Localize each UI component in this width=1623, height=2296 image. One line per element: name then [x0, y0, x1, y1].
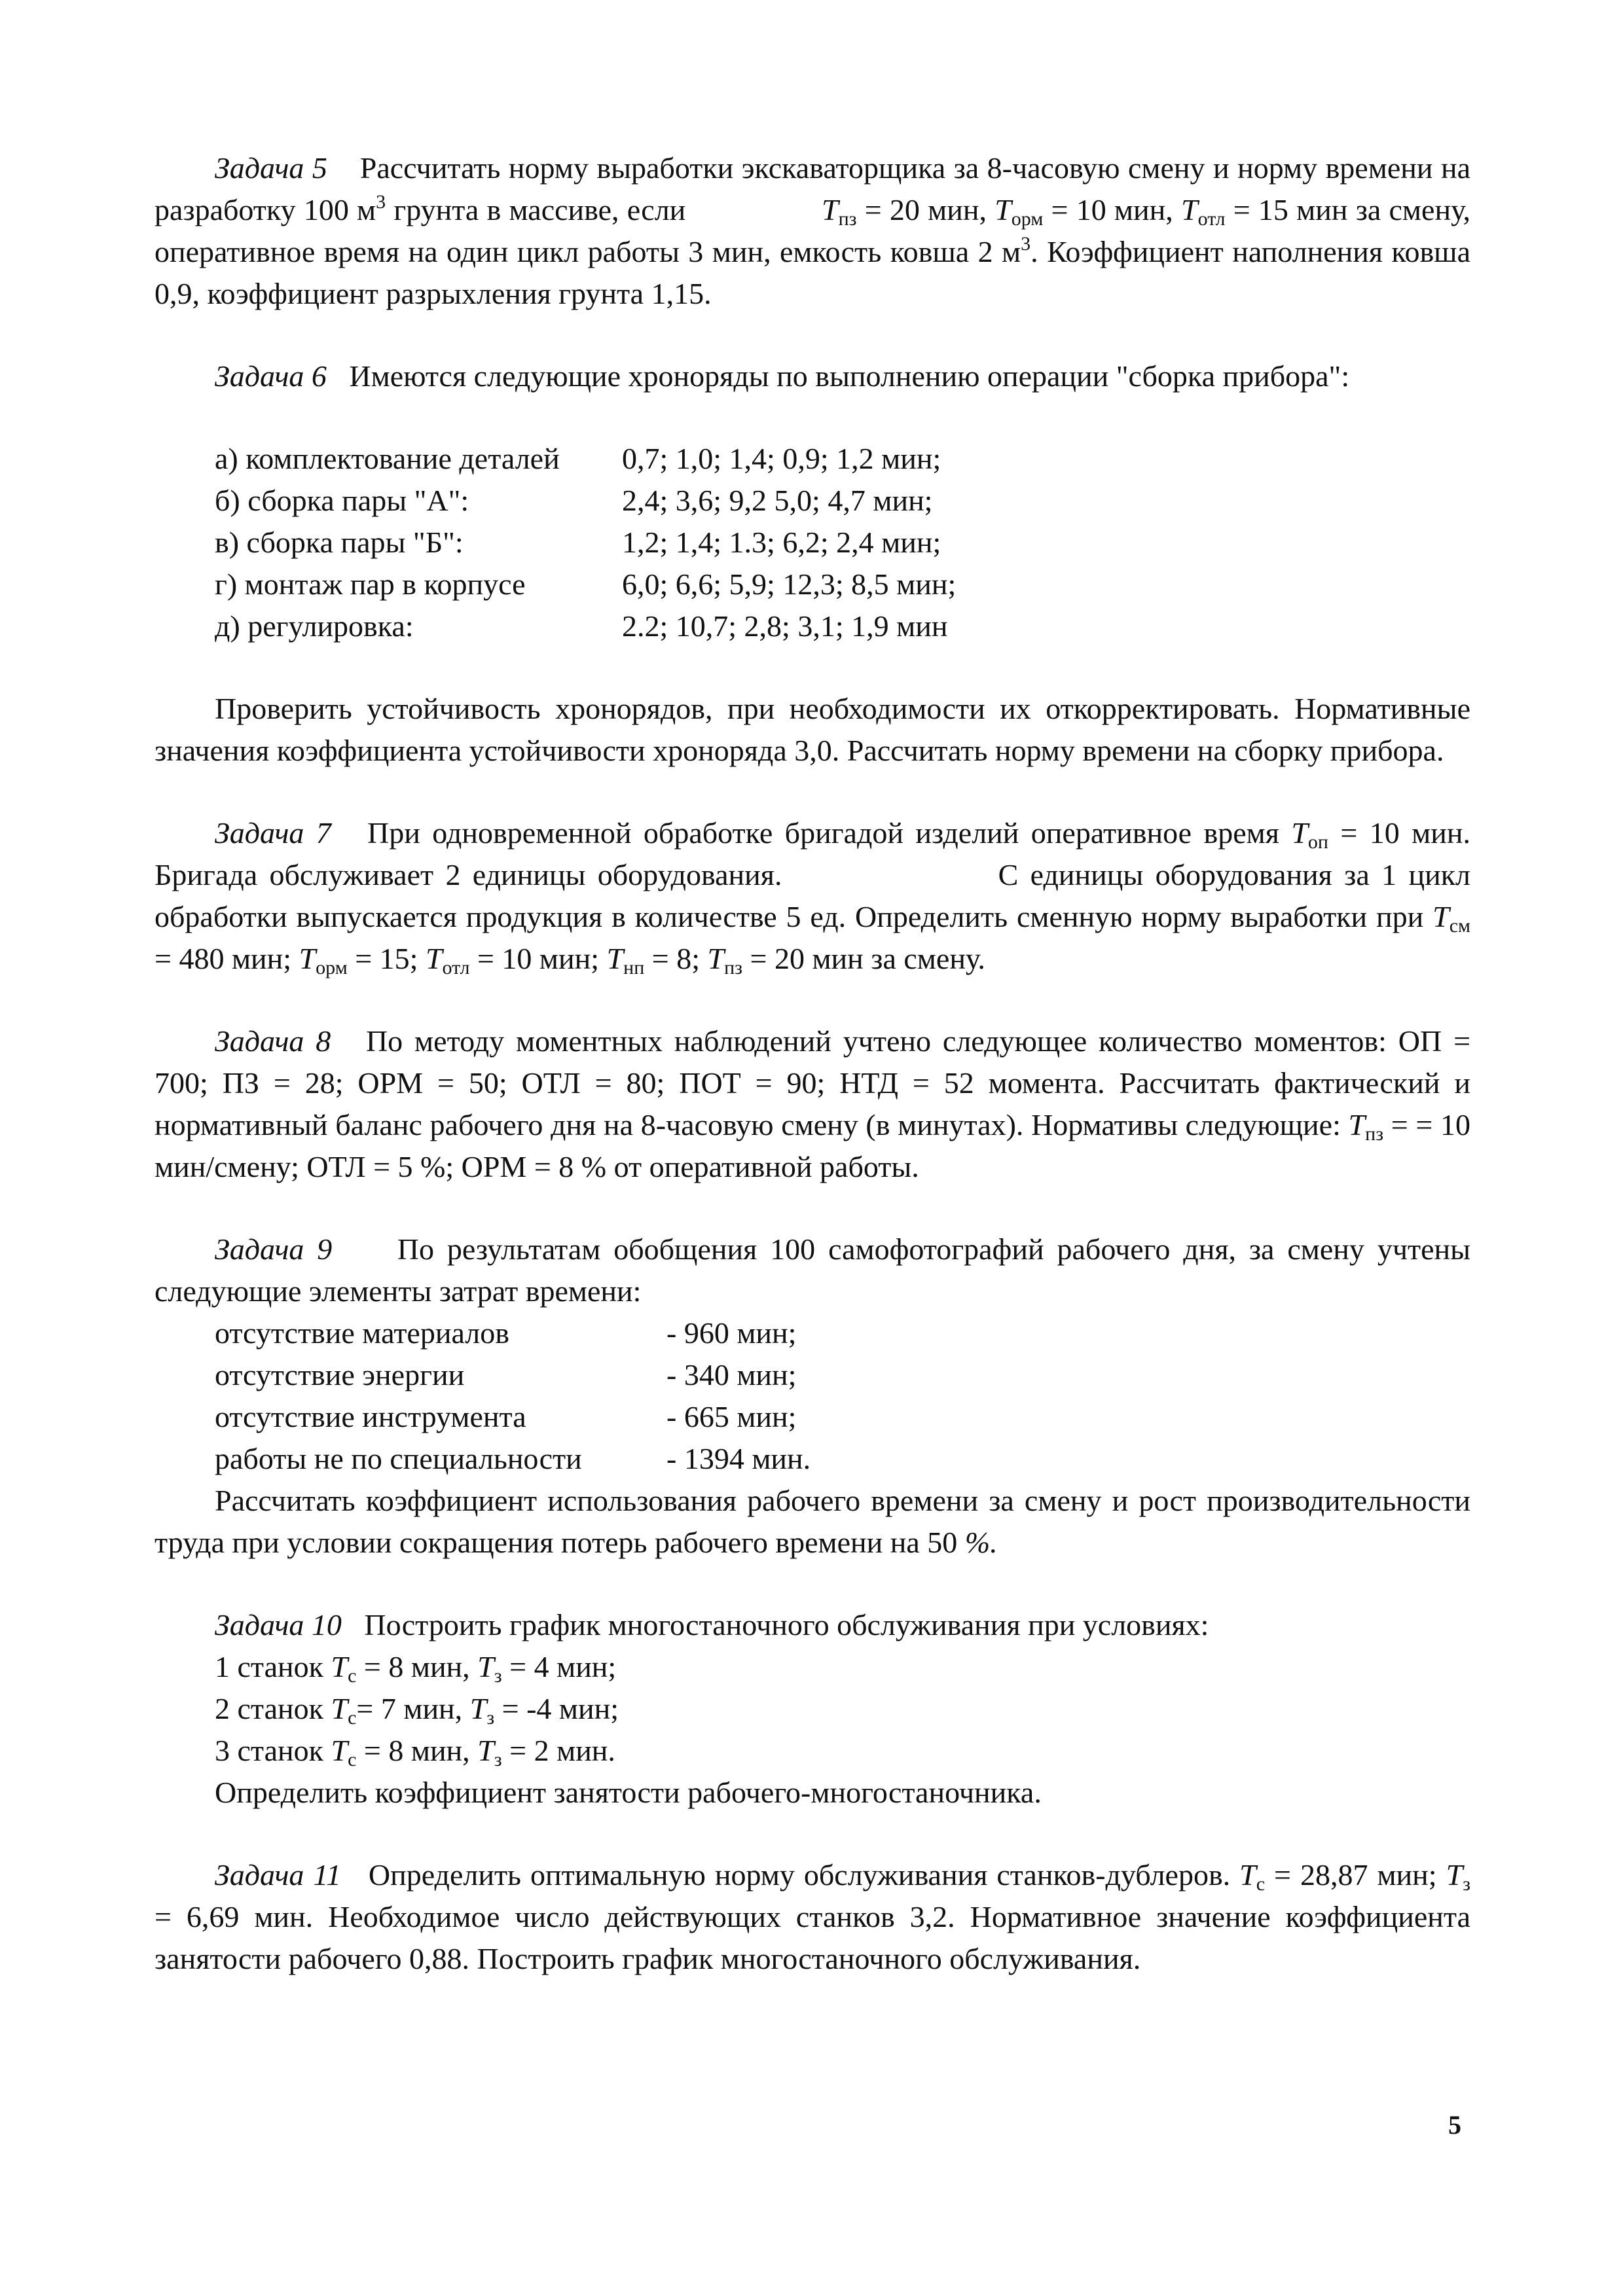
task-5 [155, 147, 1470, 315]
task-10-label: Задача 10 [215, 1608, 342, 1641]
operation-name: б) сборка пары "А": [215, 484, 469, 517]
task-9-outro [155, 1480, 1470, 1564]
list-item [215, 438, 1470, 480]
t-symbol: T [822, 193, 839, 226]
task-7 [155, 812, 1470, 980]
task-6-intro [155, 355, 1470, 397]
loss-value: - 960 мин; [666, 1316, 797, 1350]
task-5-label: Задача 5 [215, 151, 327, 185]
task-8-text: = = 10 мин/смену; ОТЛ = 5 %; ОРМ = 8 % от оперативной работы. [155, 1108, 1470, 1183]
loss-value: - 1394 мин. [666, 1442, 811, 1475]
machine-line [215, 1730, 1470, 1772]
t-subscript: с [348, 1707, 357, 1729]
task-5-text: = 10 мин, [1043, 193, 1181, 226]
operation-values: 0,7; 1,0; 1,4; 0,9; 1,2 мин; [622, 442, 941, 475]
list-item [215, 605, 1470, 647]
machine-line [215, 1688, 1470, 1730]
machine-line [215, 1646, 1470, 1688]
operation-name: г) монтаж пар в корпусе [215, 567, 526, 601]
t-subscript: з [1463, 1873, 1471, 1895]
percent-sign: %. [964, 1526, 998, 1559]
machine-label: 3 станок [215, 1734, 331, 1767]
task-5-text: . Коэффициент наполнения ковша 0,9, коэффициент разрыхления грунта 1,15. [155, 235, 1471, 310]
t-subscript: пз [838, 208, 857, 230]
task-9-label: Задача 9 [215, 1232, 333, 1266]
task-11-text: Определить оптимальную норму обслуживания станков-дублеров. [368, 1858, 1240, 1892]
operation-values: 2.2; 10,7; 2,8; 3,1; 1,9 мин [622, 609, 948, 643]
task-9-text: По результатам обобщения 100 самофотографий рабочего дня, за смену учтены следующие элементы затрат времени: [155, 1232, 1471, 1308]
operation-values: 6,0; 6,6; 5,9; 12,3; 8,5 мин; [622, 567, 957, 601]
task-9-text: Рассчитать коэффициент использования рабочего времени за смену и рост производительности труда при условии сокращения потерь рабочего времени на 50 [155, 1484, 1470, 1559]
t-subscript: с [348, 1749, 357, 1770]
machine-value: = -4 мин; [494, 1692, 619, 1725]
list-item [215, 1312, 1470, 1354]
task-10-intro [155, 1604, 1470, 1646]
machine-value: = 2 мин. [501, 1734, 615, 1767]
list-item [215, 480, 1470, 522]
task-8-label: Задача 8 [215, 1024, 331, 1058]
t-symbol: T [1291, 816, 1308, 850]
task-5-text: = 20 мин, [856, 193, 995, 226]
task-7-text: = 8; [644, 942, 708, 975]
task-5-text: Рассчитать норму выработки экскаваторщика за 8-часовую смену и норму времени на разработку 100 м [155, 151, 1470, 226]
task-10-text: Построить график многостаночного обслуживания при условиях: [364, 1608, 1209, 1641]
loss-name: отсутствие инструмента [215, 1400, 526, 1433]
page-number: 5 [1448, 2110, 1461, 2140]
task-11-text: = 28,87 мин; [1265, 1858, 1446, 1892]
t-symbol: T [994, 193, 1012, 226]
loss-name: отсутствие материалов [215, 1316, 509, 1350]
task-7-text: = 480 мин; [155, 942, 299, 975]
t-symbol: T [1348, 1108, 1366, 1141]
operation-name: а) комплектование деталей [215, 442, 560, 475]
operation-values: 2,4; 3,6; 9,2 5,0; 4,7 мин; [622, 484, 933, 517]
loss-value: - 340 мин; [666, 1358, 797, 1391]
t-symbol: T [299, 942, 316, 975]
task-7-text: = 10 мин; [469, 942, 607, 975]
task-8 [155, 1020, 1470, 1188]
list-item [215, 564, 1470, 605]
task-10-outro: Определить коэффициент занятости рабочего-многостаночника. [215, 1776, 1042, 1809]
task-5-sup: 3 [1021, 233, 1031, 255]
task-9-intro [155, 1229, 1470, 1312]
t-symbol: T [425, 942, 443, 975]
machine-value: = 7 мин, [356, 1692, 470, 1725]
machine-label: 2 станок [215, 1692, 331, 1725]
t-subscript: пз [724, 957, 742, 978]
task-7-text: = 15; [347, 942, 426, 975]
t-subscript: с [348, 1665, 357, 1687]
task-5-text: = 15 мин за смену, оперативное время на один цикл работы 3 мин, емкость ковша 2 м [155, 193, 1470, 268]
t-subscript: пз [1365, 1123, 1384, 1145]
t-symbol: T [1239, 1858, 1256, 1892]
loss-name: отсутствие энергии [215, 1358, 465, 1391]
t-symbol: T [606, 942, 624, 975]
t-subscript: з [494, 1749, 502, 1770]
task-11-text: = 6,69 мин. Необходимое число действующих станков 3,2. Нормативное значение коэффициента занятости рабочего 0,88. Построить график многостаночного обслуживания. [155, 1900, 1470, 1975]
t-subscript: с [1256, 1873, 1266, 1895]
task-8-text: По методу моментных наблюдений учтено следующее количество моментов: ОП = 700; ПЗ = 28; ОРМ = 50; ОТЛ = 80; ПОТ = 90; НТД = 52 момента. Рассчитать фактический и нормативный баланс рабочего дня на 8-часовую смену (в минутах). Нормативы следующие: [155, 1024, 1471, 1141]
t-symbol: T [469, 1692, 487, 1725]
task-7-text: При одновременной обработке бригадой изделий оперативное время [367, 816, 1292, 850]
losses-list [215, 1312, 1470, 1480]
loss-name: работы не по специальности [215, 1442, 582, 1475]
task-7-text: = 10 мин. Бригада обслуживает 2 единицы оборудования. С единицы оборудования за 1 цикл обработки выпускается продукция в количестве 5 ед. Определить сменную норму выработки при [155, 816, 1471, 933]
task-7-text: = 20 мин за смену. [742, 942, 985, 975]
t-subscript: отл [1197, 208, 1226, 230]
task-11-label: Задача 11 [215, 1858, 341, 1892]
page-content [155, 147, 1470, 1980]
t-symbol: T [331, 1650, 348, 1683]
task-6-text: Имеются следующие хроноряды по выполнению операции "сборка прибора": [349, 359, 1350, 393]
t-subscript: отл [442, 957, 470, 978]
t-symbol: T [477, 1650, 494, 1683]
list-item [215, 1438, 1470, 1480]
loss-value: - 665 мин; [666, 1400, 797, 1433]
operation-name: д) регулировка: [215, 609, 414, 643]
t-symbol: T [331, 1692, 348, 1725]
task-6-label: Задача 6 [215, 359, 327, 393]
t-subscript: нп [623, 957, 645, 978]
machine-label: 1 станок [215, 1650, 331, 1683]
operation-name: в) сборка пары "Б": [215, 526, 464, 559]
task-7-label: Задача 7 [215, 816, 331, 850]
t-subscript: з [486, 1707, 495, 1729]
machine-value: = 8 мин, [356, 1650, 478, 1683]
list-item [215, 1396, 1470, 1438]
task-6-outro: Проверить устойчивость хронорядов, при необходимости их откорректировать. Нормативные значения коэффициента устойчивости хроноряда 3,0. Рассчитать норму времени на сборку прибора. [155, 692, 1470, 767]
t-subscript: см [1449, 915, 1470, 937]
task-5-sup: 3 [376, 191, 386, 213]
t-subscript: оп [1307, 831, 1328, 853]
t-subscript: орм [1011, 208, 1044, 230]
machine-value: = 4 мин; [501, 1650, 617, 1683]
t-symbol: T [331, 1734, 348, 1767]
operation-values: 1,2; 1,4; 1.3; 6,2; 2,4 мин; [622, 526, 941, 559]
list-item [215, 522, 1470, 564]
t-subscript: з [494, 1665, 502, 1687]
t-symbol: T [1181, 193, 1198, 226]
task-5-text: грунта в массиве, если [386, 193, 694, 226]
t-symbol: T [707, 942, 725, 975]
t-symbol: T [477, 1734, 494, 1767]
task-11 [155, 1854, 1470, 1980]
t-symbol: T [1446, 1858, 1463, 1892]
t-symbol: T [1432, 900, 1450, 933]
chrono-list [215, 438, 1470, 647]
t-subscript: орм [316, 957, 348, 978]
machine-value: = 8 мин, [356, 1734, 478, 1767]
list-item [215, 1354, 1470, 1396]
